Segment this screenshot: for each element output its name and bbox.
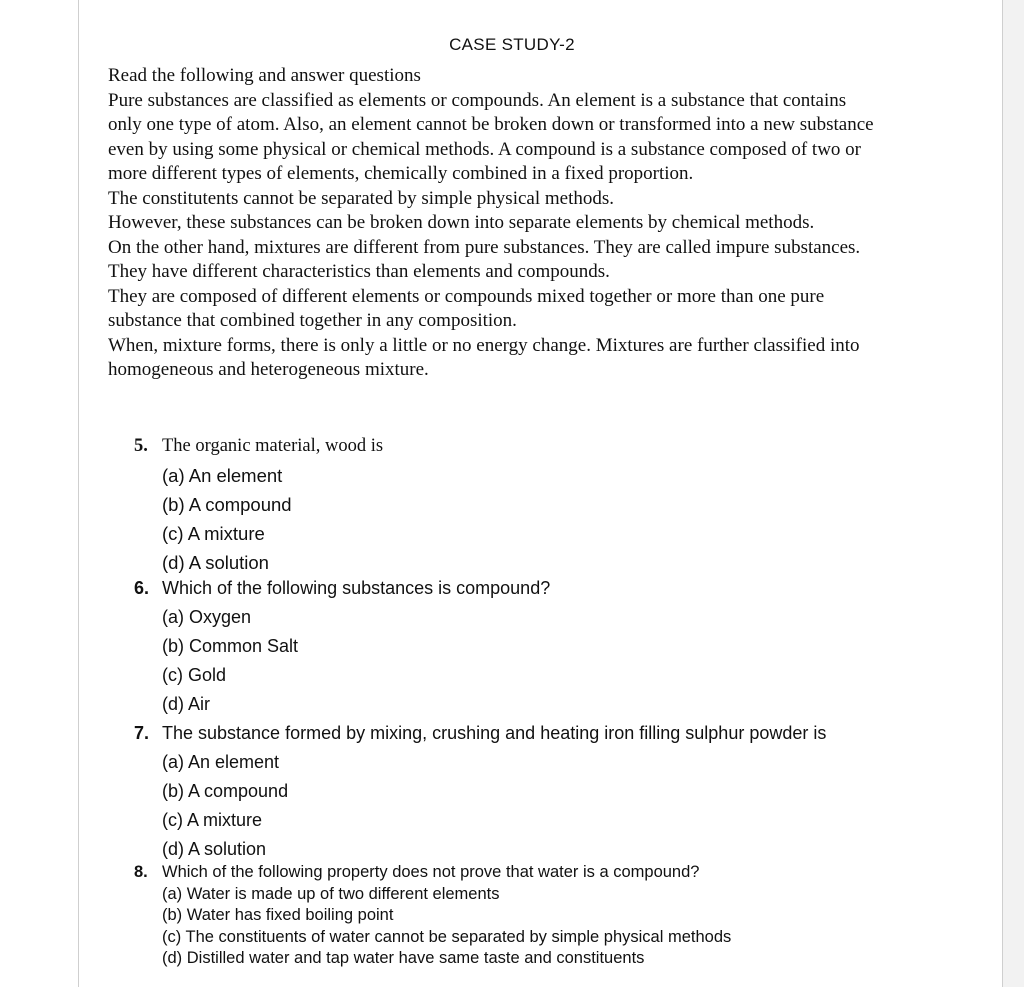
question-7-stem [134,719,826,748]
option-d[interactable]: (d) Air [162,694,211,714]
option-b[interactable]: (b) Water has fixed boiling point [162,906,394,924]
question-text: Which of the following substances is compound? [162,578,551,598]
question-number: 6. [134,578,150,598]
passage [108,64,878,383]
passage-paragraph: However, these substances can be broken down into separate elements by chemical methods. [108,212,815,233]
option-d[interactable]: (d) A solution [162,839,267,859]
passage-paragraph: When, mixture forms, there is only a little or no energy change. Mixtures are further classified into homogeneous and heterogeneous mixture. [108,334,860,380]
question-8-stem [134,862,731,884]
option-c[interactable]: (c) The constituents of water cannot be separated by simple physical methods [162,927,732,946]
passage-paragraph: On the other hand, mixtures are different from pure substances. They are called impure substances. They have different characteristics than elements and compounds. [108,236,861,282]
passage-intro: Read the following and answer questions [108,65,421,86]
option-b[interactable]: (b) A compound [162,781,289,801]
case-study-title: CASE STUDY-2 [449,35,575,54]
question-6-stem [134,574,550,603]
question-6 [134,574,550,719]
question-7 [134,719,826,864]
question-number: 7. [134,723,150,743]
option-d[interactable]: (d) A solution [162,552,269,573]
question-number: 5. [134,436,148,456]
page-margin-strip [1003,0,1024,987]
question-text: The organic material, wood is [162,436,384,456]
question-text: Which of the following property does not prove that water is a compound? [162,863,700,881]
passage-paragraph: Pure substances are classified as elements or compounds. An element is a substance that contains only one type of atom. Also, an element cannot be broken down or transformed into a new substance even by using some physical or chemical methods. A compound is a substance composed of two or more different types of elements, chemically combined in a fixed proportion. [108,89,874,184]
option-a[interactable]: (a) Oxygen [162,607,252,627]
option-c[interactable]: (c) Gold [162,665,227,685]
option-c[interactable]: (c) A mixture [162,523,265,544]
option-b[interactable]: (b) Common Salt [162,636,299,656]
question-5-stem [134,435,383,457]
option-a[interactable]: (a) Water is made up of two different elements [162,884,500,903]
question-text: The substance formed by mixing, crushing and heating iron filling sulphur powder is [162,723,827,743]
option-a[interactable]: (a) An element [162,465,283,486]
option-b[interactable]: (b) A compound [162,494,292,515]
passage-paragraph: The constitutents cannot be separated by simple physical methods. [108,187,615,209]
page-border-left [78,0,79,987]
option-c[interactable]: (c) A mixture [162,810,263,830]
passage-paragraph: They are composed of different elements or compounds mixed together or more than one pure substance that combined together in any composition. [108,285,825,331]
question-number: 8. [134,863,148,881]
question-5 [134,435,383,577]
option-a[interactable]: (a) An element [162,752,280,772]
question-8 [134,862,731,970]
option-d[interactable]: (d) Distilled water and tap water have same taste and constituents [162,949,645,967]
